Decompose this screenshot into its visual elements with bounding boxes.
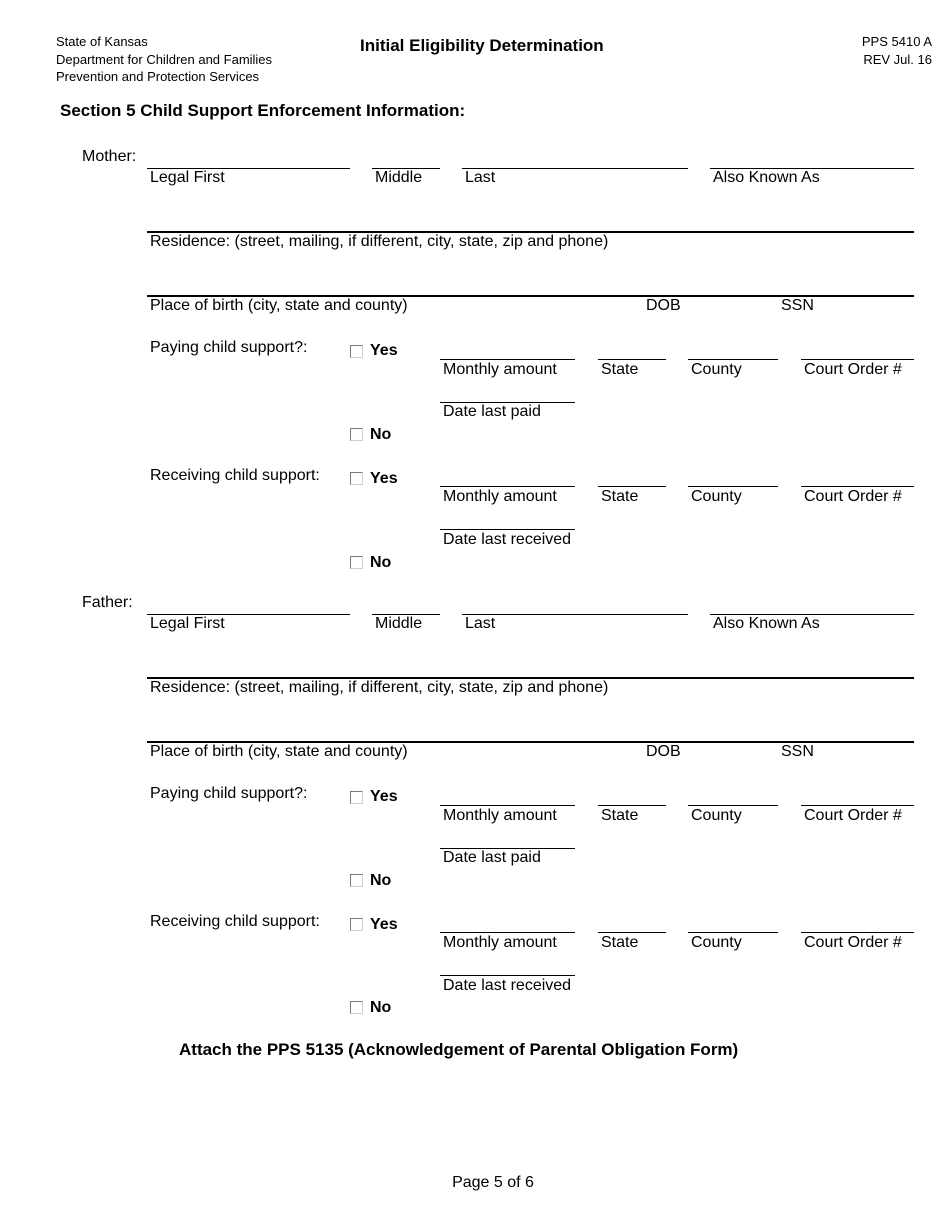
place-of-birth-label: Place of birth (city, state and county) (150, 743, 408, 760)
monthly-amount-label: Monthly amount (443, 361, 557, 378)
father-date-last-received-field[interactable] (440, 975, 575, 976)
page-title: Initial Eligibility Determination (360, 36, 604, 55)
mother-label: Mother: (82, 148, 137, 165)
county-label: County (691, 807, 742, 824)
mother-last-field[interactable] (462, 168, 688, 169)
receiving-label: Receiving child support: (150, 467, 320, 484)
mother-paying-yes-checkbox[interactable] (350, 345, 363, 358)
legal-first-label: Legal First (150, 615, 225, 632)
middle-label: Middle (375, 615, 423, 632)
middle-label: Middle (375, 169, 423, 186)
page-number: Page 5 of 6 (452, 1174, 534, 1191)
residence-label: Residence: (street, mailing, if different, city, state, zip and phone) (150, 679, 609, 696)
mother-date-last-received-field[interactable] (440, 529, 575, 530)
mother-paying-monthly-field[interactable] (440, 359, 575, 360)
father-paying-no-checkbox[interactable] (350, 874, 363, 887)
no-label: No (370, 554, 392, 571)
yes-label: Yes (370, 470, 398, 487)
county-label: County (691, 488, 742, 505)
state-label: State (601, 361, 639, 378)
father-receiving-county-field[interactable] (688, 932, 778, 933)
court-order-label: Court Order # (804, 807, 902, 824)
place-of-birth-label: Place of birth (city, state and county) (150, 297, 408, 314)
monthly-amount-label: Monthly amount (443, 807, 557, 824)
dob-label: DOB (646, 743, 681, 760)
father-paying-court-order-field[interactable] (801, 805, 914, 806)
father-paying-state-field[interactable] (598, 805, 666, 806)
mother-paying-court-order-field[interactable] (801, 359, 914, 360)
mother-paying-no-checkbox[interactable] (350, 428, 363, 441)
form-number: PPS 5410 A (861, 34, 932, 49)
state-label: State (601, 488, 639, 505)
county-label: County (691, 361, 742, 378)
mother-receiving-state-field[interactable] (598, 486, 666, 487)
no-label: No (370, 426, 392, 443)
monthly-amount-label: Monthly amount (443, 934, 557, 951)
date-last-received-label: Date last received (443, 977, 572, 994)
father-receiving-monthly-field[interactable] (440, 932, 575, 933)
mother-receiving-county-field[interactable] (688, 486, 778, 487)
court-order-label: Court Order # (804, 488, 902, 505)
form-revision: REV Jul. 16 (863, 51, 932, 67)
yes-label: Yes (370, 788, 398, 805)
paying-label: Paying child support?: (150, 339, 308, 356)
county-label: County (691, 934, 742, 951)
paying-label: Paying child support?: (150, 785, 308, 802)
attachment-instruction: Attach the PPS 5135 (Acknowledgement of Parental Obligation Form) (179, 1040, 739, 1059)
father-paying-monthly-field[interactable] (440, 805, 575, 806)
monthly-amount-label: Monthly amount (443, 488, 557, 505)
father-receiving-court-order-field[interactable] (801, 932, 914, 933)
father-label: Father: (82, 594, 133, 611)
aka-label: Also Known As (713, 615, 820, 632)
father-paying-yes-checkbox[interactable] (350, 791, 363, 804)
yes-label: Yes (370, 342, 398, 359)
court-order-label: Court Order # (804, 934, 902, 951)
mother-receiving-court-order-field[interactable] (801, 486, 914, 487)
date-last-paid-label: Date last paid (443, 849, 541, 866)
dob-label: DOB (646, 297, 681, 314)
ssn-label: SSN (781, 743, 814, 760)
date-last-received-label: Date last received (443, 531, 572, 548)
mother-receiving-monthly-field[interactable] (440, 486, 575, 487)
mother-paying-county-field[interactable] (688, 359, 778, 360)
section-title: Section 5 Child Support Enforcement Information: (60, 101, 466, 120)
yes-label: Yes (370, 916, 398, 933)
no-label: No (370, 872, 392, 889)
ssn-label: SSN (781, 297, 814, 314)
state-label: State (601, 807, 639, 824)
mother-receiving-yes-checkbox[interactable] (350, 472, 363, 485)
mother-receiving-no-checkbox[interactable] (350, 556, 363, 569)
legal-first-label: Legal First (150, 169, 225, 186)
residence-label: Residence: (street, mailing, if different, city, state, zip and phone) (150, 233, 609, 250)
father-last-field[interactable] (462, 614, 688, 615)
last-label: Last (465, 615, 496, 632)
no-label: No (370, 999, 392, 1016)
father-receiving-state-field[interactable] (598, 932, 666, 933)
last-label: Last (465, 169, 496, 186)
agency-line-3: Prevention and Protection Services (56, 69, 260, 84)
father-paying-county-field[interactable] (688, 805, 778, 806)
aka-label: Also Known As (713, 169, 820, 186)
father-receiving-yes-checkbox[interactable] (350, 918, 363, 931)
receiving-label: Receiving child support: (150, 913, 320, 930)
father-receiving-no-checkbox[interactable] (350, 1001, 363, 1014)
state-label: State (601, 934, 639, 951)
court-order-label: Court Order # (804, 361, 902, 378)
mother-paying-state-field[interactable] (598, 359, 666, 360)
agency-line-1: State of Kansas (56, 34, 148, 49)
agency-line-2: Department for Children and Families (56, 51, 273, 67)
date-last-paid-label: Date last paid (443, 403, 541, 420)
